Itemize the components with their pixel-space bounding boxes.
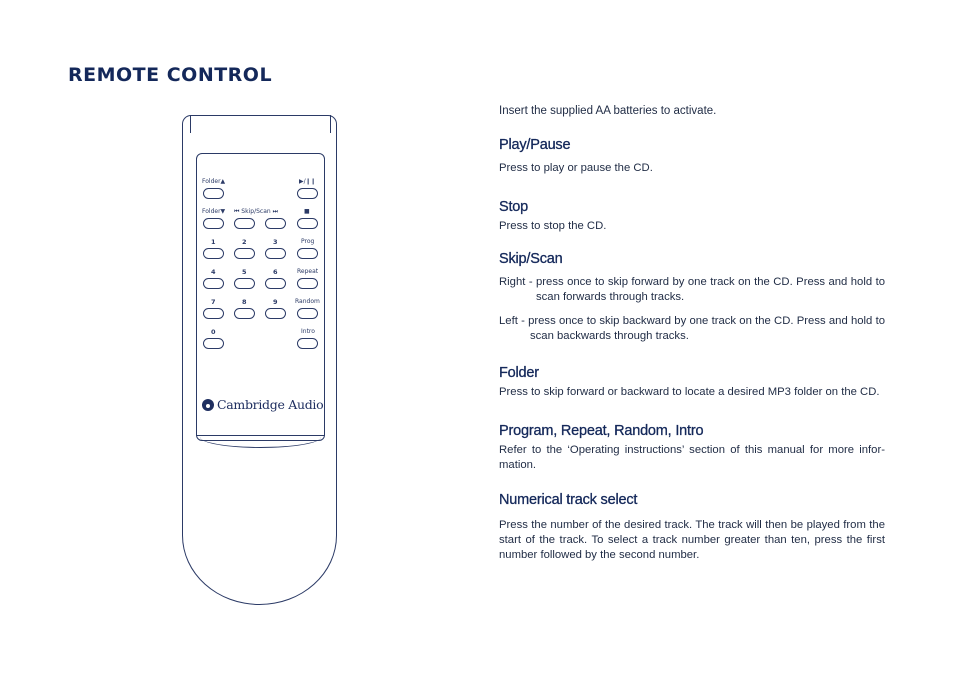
label-6: 6: [273, 268, 278, 276]
number-8-button[interactable]: [234, 308, 255, 319]
heading-skip-scan: Skip/Scan: [499, 251, 563, 267]
folder-down-button[interactable]: [203, 218, 224, 229]
label-folder-down: Folder▼: [202, 208, 226, 215]
number-7-button[interactable]: [203, 308, 224, 319]
label-1: 1: [211, 238, 216, 246]
number-5-button[interactable]: [234, 278, 255, 289]
label-9: 9: [273, 298, 278, 306]
label-7: 7: [211, 298, 216, 306]
label-repeat: Repeat: [297, 268, 319, 275]
heading-numerical: Numerical track select: [499, 492, 638, 508]
brand-name: Cambridge Audio: [217, 397, 324, 412]
section-stop: [499, 199, 885, 234]
text-skip-left: Left - press once to skip backward by one track on the CD. Press and hold to scan backwards through tracks.: [499, 315, 885, 342]
prog-button[interactable]: [297, 248, 318, 259]
text-play-pause: Press to play or pause the CD.: [499, 162, 653, 174]
label-3: 3: [273, 238, 278, 246]
number-1-button[interactable]: [203, 248, 224, 259]
page-title: REMOTE CONTROL: [68, 64, 273, 86]
label-play-pause: ▶/❙❙: [299, 178, 316, 185]
text-folder: Press to skip forward or backward to locate a desired MP3 folder on the CD.: [499, 386, 880, 398]
intro-text: Insert the supplied AA batteries to activate.: [499, 105, 717, 117]
stop-button[interactable]: [297, 218, 318, 229]
section-folder: [499, 365, 885, 400]
brand-logo-icon: [202, 399, 214, 411]
label-stop: ■: [304, 208, 310, 215]
number-9-button[interactable]: [265, 308, 286, 319]
number-3-button[interactable]: [265, 248, 286, 259]
label-folder-up: Folder▲: [202, 178, 226, 185]
heading-play-pause: Play/Pause: [499, 137, 571, 153]
intro-button[interactable]: [297, 338, 318, 349]
text-numerical: Press the number of the desired track. The track will then be played from the start of the track. To select a track number greater than ten, press the first number followed by the second number.: [499, 519, 885, 561]
panel-divider: [196, 435, 325, 436]
label-8: 8: [242, 298, 247, 306]
label-5: 5: [242, 268, 247, 276]
folder-up-button[interactable]: [203, 188, 224, 199]
brand-logo: [202, 397, 323, 412]
repeat-button[interactable]: [297, 278, 318, 289]
number-4-button[interactable]: [203, 278, 224, 289]
text-skip-right: Right - press once to skip forward by one track on the CD. Press and hold to scan forwards through tracks.: [499, 276, 885, 303]
label-2: 2: [242, 238, 247, 246]
heading-program: Program, Repeat, Random, Intro: [499, 423, 704, 439]
skip-forward-button[interactable]: [265, 218, 286, 229]
play-pause-button[interactable]: [297, 188, 318, 199]
section-program: [499, 423, 885, 473]
label-4: 4: [211, 268, 216, 276]
number-6-button[interactable]: [265, 278, 286, 289]
label-0: 0: [211, 328, 216, 336]
number-2-button[interactable]: [234, 248, 255, 259]
section-numerical: [499, 492, 885, 563]
remote-top-edge: [190, 115, 331, 133]
section-skip-scan: [499, 251, 885, 344]
label-prog: Prog: [301, 238, 315, 245]
text-program: Refer to the ‘Operating instructions’ section of this manual for more infor-mation.: [499, 444, 885, 471]
heading-folder: Folder: [499, 365, 539, 381]
instructions: [499, 104, 885, 563]
label-random: Random: [295, 298, 320, 305]
heading-stop: Stop: [499, 199, 529, 215]
number-0-button[interactable]: [203, 338, 224, 349]
label-intro: Intro: [301, 328, 315, 335]
remote-control-illustration: [182, 115, 339, 607]
random-button[interactable]: [297, 308, 318, 319]
skip-back-button[interactable]: [234, 218, 255, 229]
section-play-pause: [499, 137, 885, 176]
text-stop: Press to stop the CD.: [499, 220, 607, 232]
label-skip-scan: ⏮ Skip/Scan ⏭: [234, 208, 278, 215]
